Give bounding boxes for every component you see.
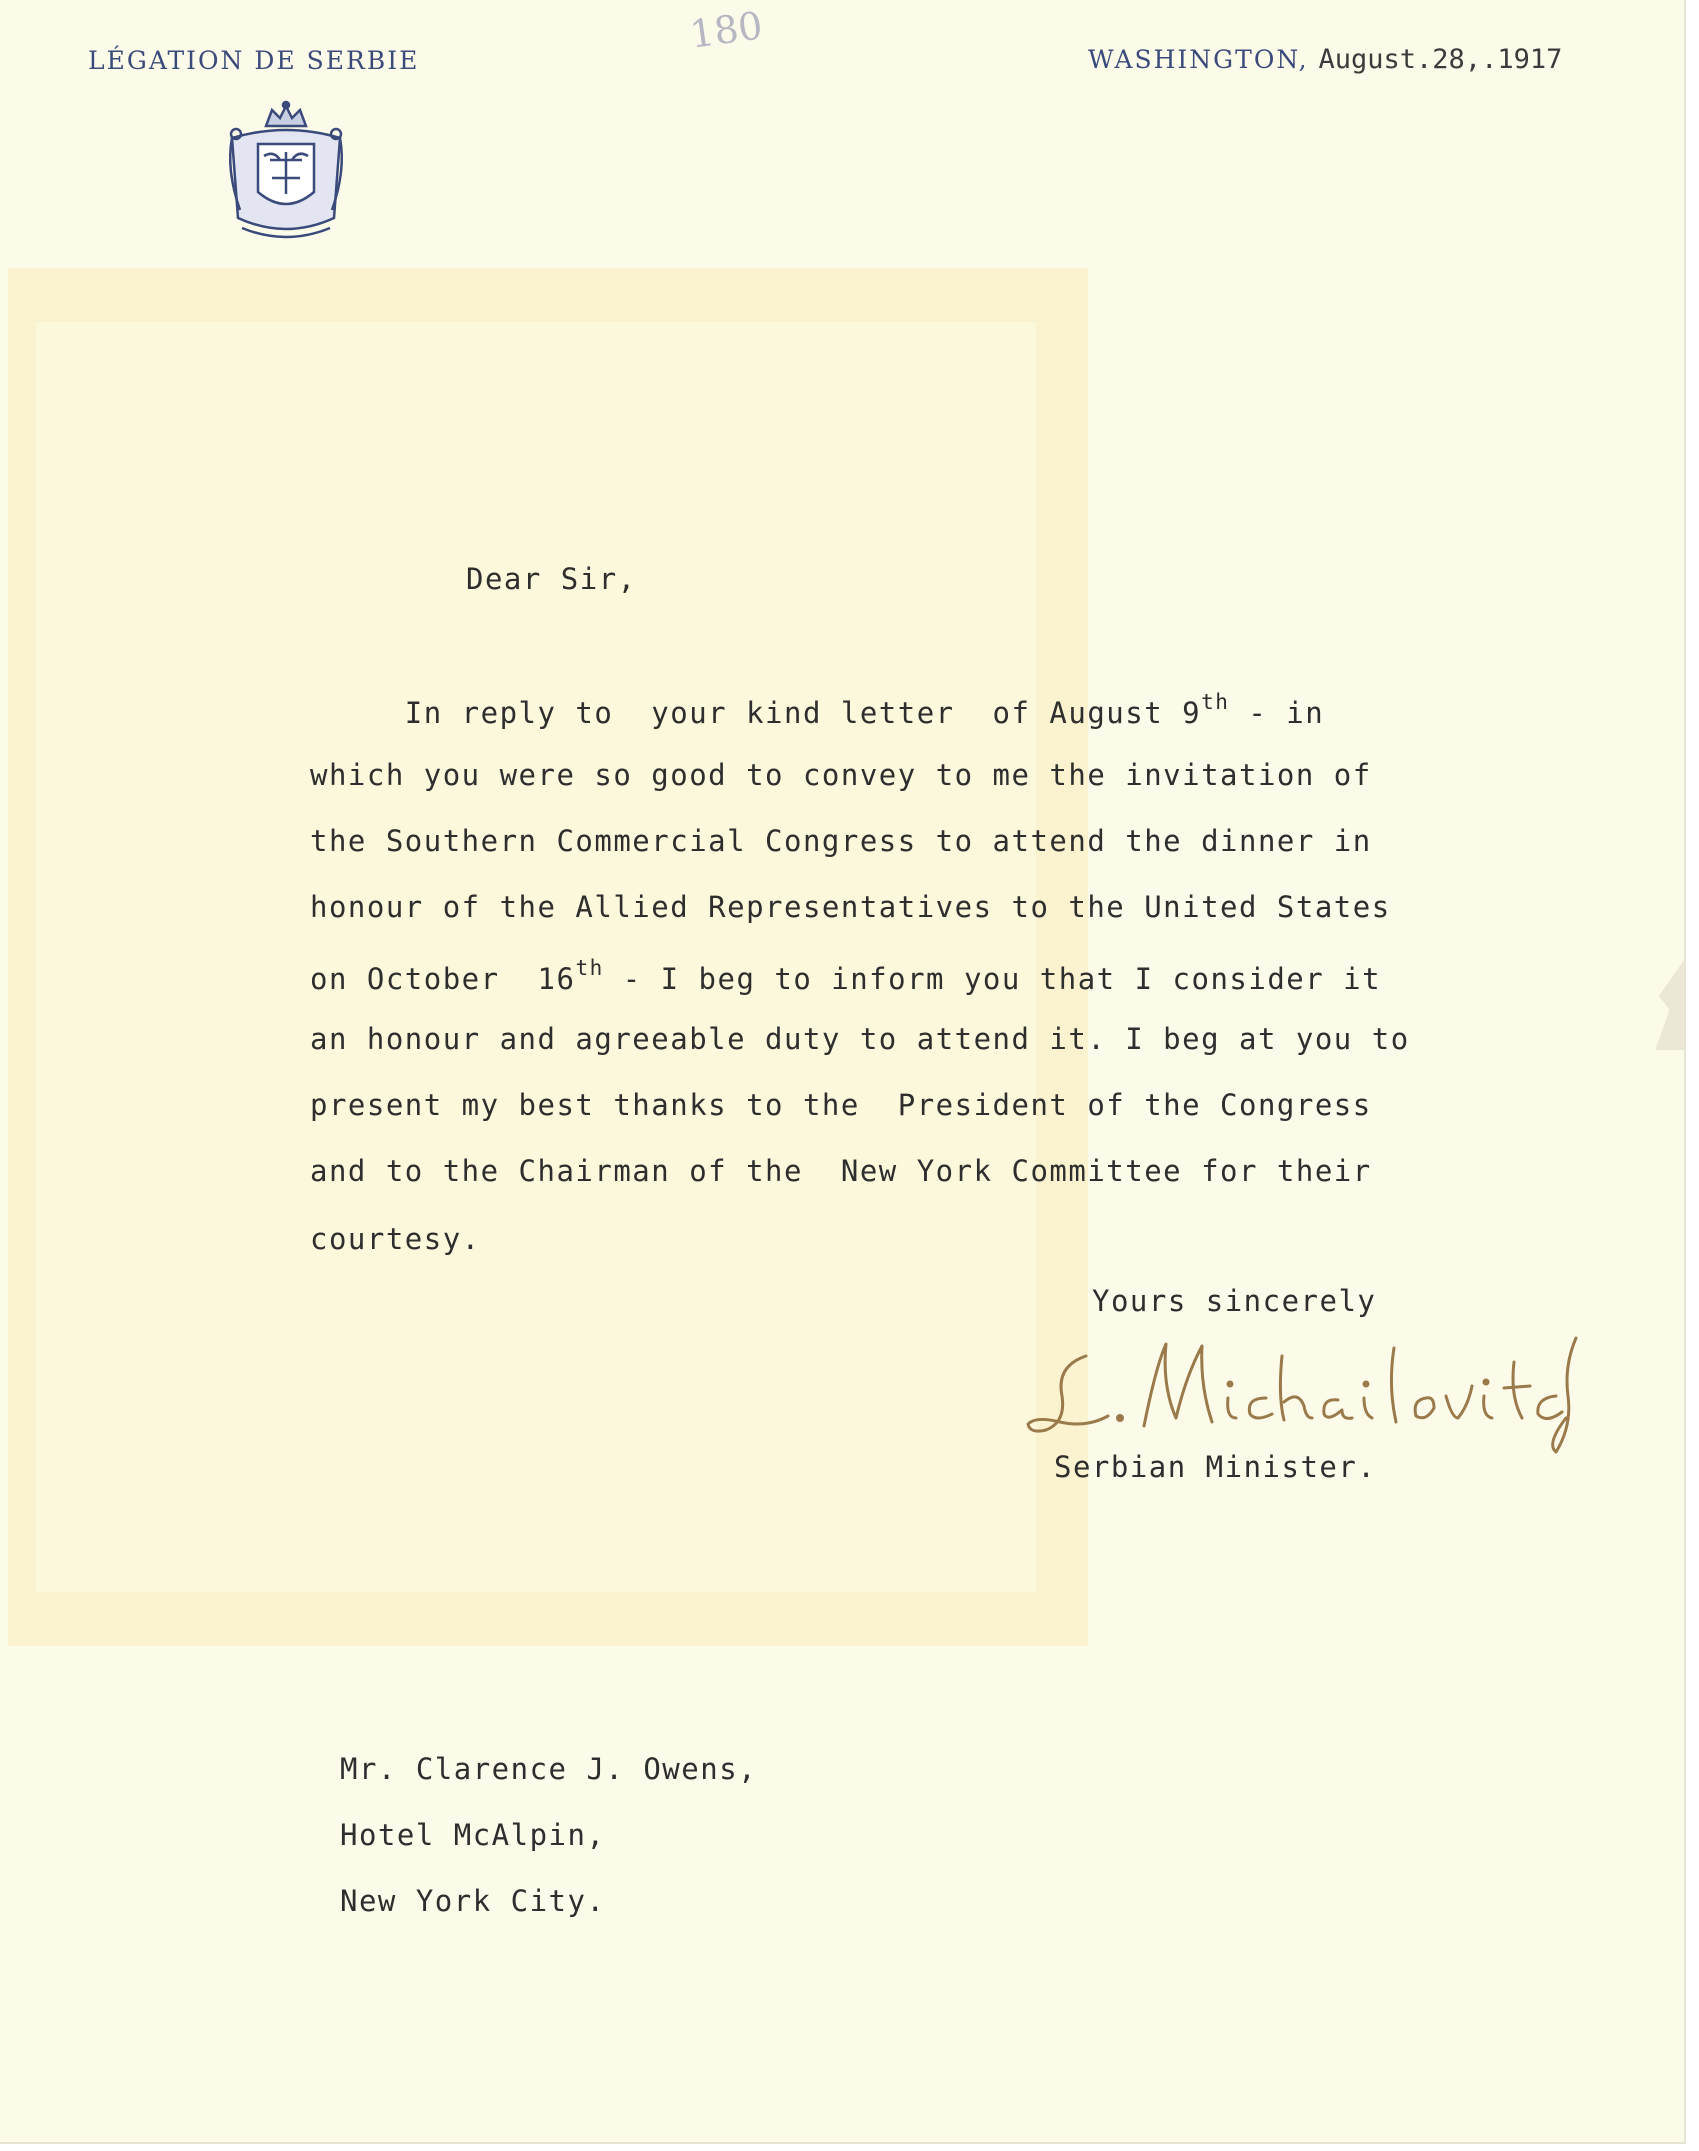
place-name: WASHINGTON, bbox=[1088, 45, 1309, 74]
address-line-3: New York City. bbox=[340, 1884, 606, 1918]
body-line-5-tail: - I beg to inform you that I consider it bbox=[603, 962, 1382, 996]
address-line-1: Mr. Clarence J. Owens, bbox=[340, 1752, 758, 1786]
pencil-note: 180 bbox=[687, 3, 766, 57]
body-line-5-sup: th bbox=[575, 956, 604, 980]
legation-letterhead: LÉGATION DE SERBIE bbox=[88, 46, 420, 75]
letter-date: August.28,.1917 bbox=[1318, 44, 1563, 75]
body-line-5 bbox=[310, 956, 1381, 996]
body-line-9: courtesy. bbox=[310, 1222, 481, 1256]
body-line-1-tail: - in bbox=[1229, 696, 1325, 730]
serbian-coat-of-arms-icon bbox=[222, 100, 350, 248]
address-line-2: Hotel McAlpin, bbox=[340, 1818, 606, 1852]
body-line-4: honour of the Allied Representatives to the United States bbox=[310, 890, 1391, 924]
closing: Yours sincerely bbox=[1092, 1284, 1377, 1318]
handwritten-signature bbox=[1016, 1326, 1586, 1456]
body-line-6: an honour and agreeable duty to attend it. I beg at you to bbox=[310, 1022, 1410, 1056]
paper-tear bbox=[1648, 960, 1684, 1050]
body-line-1 bbox=[310, 690, 1324, 730]
body-line-7: present my best thanks to the President of the Congress bbox=[310, 1088, 1372, 1122]
body-line-3: the Southern Commercial Congress to attend the dinner in bbox=[310, 824, 1372, 858]
signer-title: Serbian Minister. bbox=[1054, 1450, 1377, 1484]
body-line-5-text: on October 16 bbox=[310, 962, 576, 996]
body-line-2: which you were so good to convey to me the invitation of bbox=[310, 758, 1372, 792]
place-date-line bbox=[1088, 44, 1562, 75]
salutation: Dear Sir, bbox=[466, 562, 637, 596]
body-line-1-text: In reply to your kind letter of August 9 bbox=[310, 696, 1202, 730]
body-line-8: and to the Chairman of the New York Committee for their bbox=[310, 1154, 1372, 1188]
body-line-1-sup: th bbox=[1201, 690, 1230, 714]
